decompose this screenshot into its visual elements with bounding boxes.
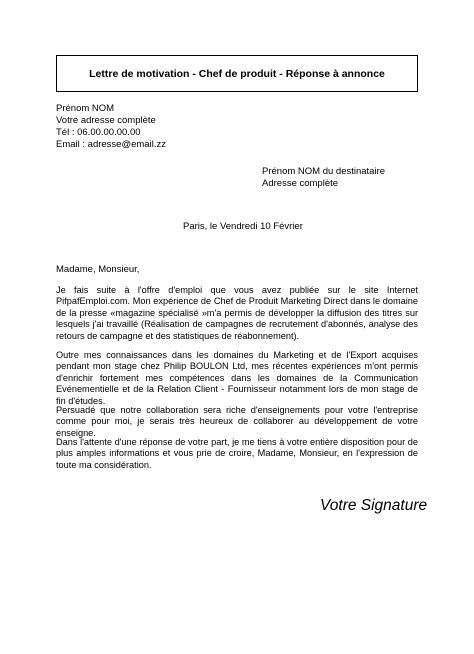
- paragraph-skills: Outre mes connaissances dans les domaines du Marketing et de l'Export acquises pendant mon stage chez Philip BOULON Ltd, mes récentes expériences m'ont permis d'enrichir fortement mes compétences dans les domaines de la Communication Evénementielle et de la Relation Client - Fournisseur notamment lors de mon stage de fin d'études.: [56, 350, 418, 406]
- sender-block: [56, 103, 166, 151]
- date-line: Paris, le Vendredi 10 Février: [183, 221, 303, 232]
- signature: Votre Signature: [320, 497, 428, 514]
- paragraph-closing: Dans l'attente d'une réponse de votre part, je me tiens à votre entière disposition pour de plus amples informations et vous prie de croire, Madame, Monsieur, en l'expression de toute ma considération.: [56, 437, 418, 470]
- sender-email: Email : adresse@email.zz: [56, 139, 166, 150]
- recipient-block: [262, 166, 385, 190]
- document-title: Lettre de motivation - Chef de produit - Réponse à annonce: [56, 55, 418, 92]
- recipient-name: Prénom NOM du destinataire: [262, 166, 386, 177]
- sender-name: Prénom NOM: [56, 103, 115, 114]
- salutation: Madame, Monsieur,: [56, 264, 140, 275]
- recipient-address: Adresse complète: [262, 178, 339, 189]
- sender-phone: Tél : 06.00.00.00.00: [56, 127, 141, 138]
- paragraph-experience: Je fais suite à l'offre d'emploi que vous avez publiée sur le site Internet PifpafEmploi.com. Mon expérience de Chef de Produit Marketing Direct dans le domaine de la presse «magazine spécialisé »m'a permis de développer la diffusion des titres sur lesquels j'ai travaillé (Réalisation de campagnes de recrutement d'abonnés, analyse des retours de campagne et des statistiques de réabonnement).: [56, 285, 418, 341]
- sender-address: Votre adresse complète: [56, 115, 156, 126]
- paragraph-collaboration: Persuadé que notre collaboration sera riche d'enseignements pour votre l'entreprise comme pour moi, je serais très heureux de collaborer au développement de votre enseigne.: [56, 405, 418, 438]
